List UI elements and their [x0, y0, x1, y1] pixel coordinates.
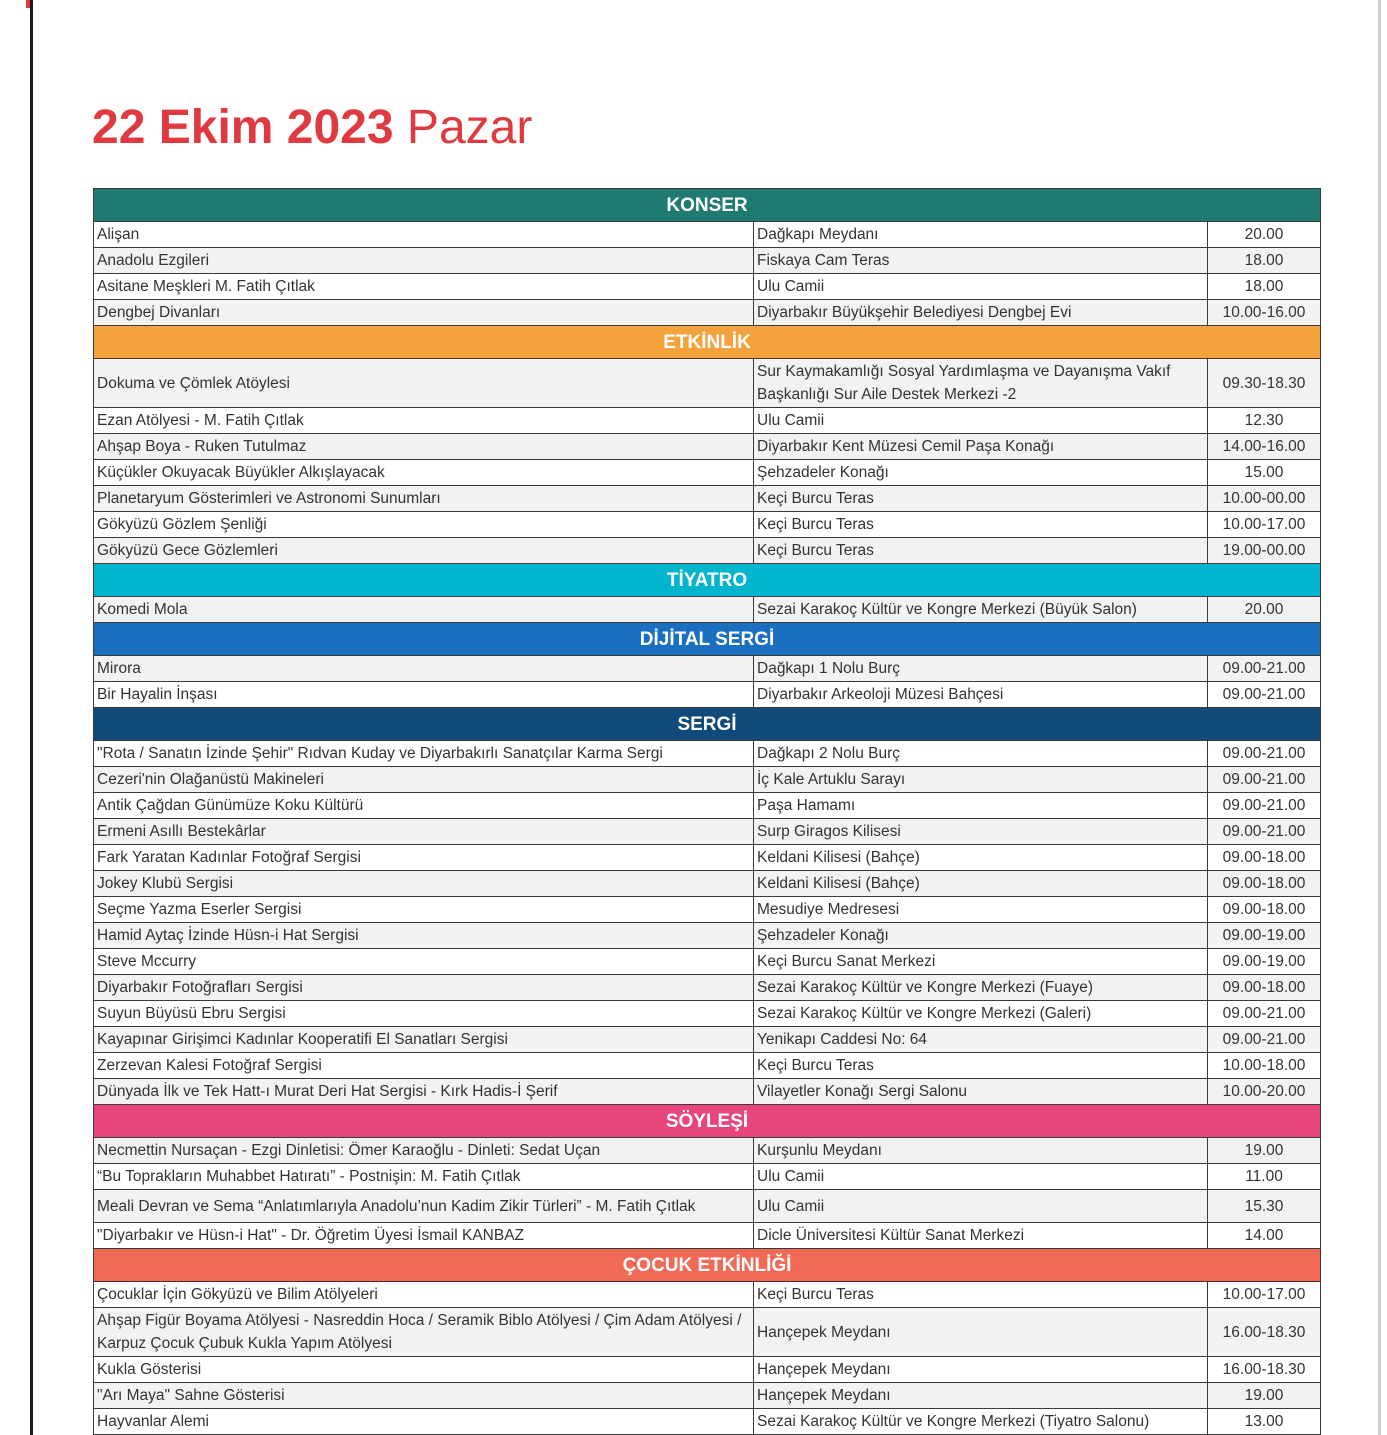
- event-time-cell: 11.00: [1208, 1164, 1321, 1190]
- event-place-cell: Mesudiye Medresesi: [754, 897, 1208, 923]
- title-date: 22 Ekim 2023: [92, 101, 394, 154]
- event-name-cell: Antik Çağdan Günümüze Koku Kültürü: [94, 793, 754, 819]
- event-row: [94, 1053, 1321, 1079]
- event-place-cell: Sezai Karakoç Kültür ve Kongre Merkezi (Fuaye): [754, 975, 1208, 1001]
- event-place-cell: Keçi Burcu Sanat Merkezi: [754, 949, 1208, 975]
- event-time-cell: 09.00-21.00: [1208, 767, 1321, 793]
- event-place-cell: Sezai Karakoç Kültür ve Kongre Merkezi (Galeri): [754, 1001, 1208, 1027]
- event-place-cell: Surp Giragos Kilisesi: [754, 819, 1208, 845]
- event-time-cell: 12.30: [1208, 408, 1321, 434]
- section-header-row: [94, 1105, 1321, 1138]
- event-name-cell: Meali Devran ve Sema “Anlatımlarıyla Anadolu’nun Kadim Zikir Türleri” - M. Fatih Çıtlak: [94, 1190, 754, 1223]
- event-row: [94, 248, 1321, 274]
- event-name-cell: Ahşap Figür Boyama Atölyesi - Nasreddin Hoca / Seramik Biblo Atölyesi / Çim Adam Atölyesi / Karpuz Çocuk Çubuk Kukla Yapım Atölyesi: [94, 1308, 754, 1357]
- event-time-cell: 09.00-21.00: [1208, 741, 1321, 767]
- event-time-cell: 20.00: [1208, 597, 1321, 623]
- event-name-cell: Seçme Yazma Eserler Sergisi: [94, 897, 754, 923]
- event-name-cell: Küçükler Okuyacak Büyükler Alkışlayacak: [94, 460, 754, 486]
- event-place-cell: Keçi Burcu Teras: [754, 486, 1208, 512]
- event-name-cell: Dokuma ve Çömlek Atöylesi: [94, 359, 754, 408]
- event-time-cell: 09.00-19.00: [1208, 923, 1321, 949]
- event-row: [94, 274, 1321, 300]
- event-time-cell: 09.00-18.00: [1208, 845, 1321, 871]
- event-time-cell: 14.00: [1208, 1223, 1321, 1249]
- event-row: [94, 1308, 1321, 1357]
- section-header: KONSER: [94, 189, 1321, 222]
- event-time-cell: 13.00: [1208, 1409, 1321, 1435]
- event-name-cell: Fark Yaratan Kadınlar Fotoğraf Sergisi: [94, 845, 754, 871]
- section-header: SÖYLEŞİ: [94, 1105, 1321, 1138]
- event-time-cell: 09.00-21.00: [1208, 682, 1321, 708]
- event-place-cell: Ulu Camii: [754, 274, 1208, 300]
- event-name-cell: Necmettin Nursaçan - Ezgi Dinletisi: Ömer Karaoğlu - Dinleti: Sedat Uçan: [94, 1138, 754, 1164]
- event-row: [94, 1282, 1321, 1308]
- event-time-cell: 09.00-18.00: [1208, 897, 1321, 923]
- event-row: [94, 819, 1321, 845]
- event-place-cell: Hançepek Meydanı: [754, 1383, 1208, 1409]
- event-row: [94, 897, 1321, 923]
- event-name-cell: Ezan Atölyesi - M. Fatih Çıtlak: [94, 408, 754, 434]
- event-place-cell: Hançepek Meydanı: [754, 1308, 1208, 1357]
- event-row: [94, 1190, 1321, 1223]
- event-time-cell: 20.00: [1208, 222, 1321, 248]
- event-name-cell: Anadolu Ezgileri: [94, 248, 754, 274]
- event-place-cell: Keçi Burcu Teras: [754, 1053, 1208, 1079]
- event-time-cell: 18.00: [1208, 248, 1321, 274]
- event-row: [94, 656, 1321, 682]
- event-name-cell: Gökyüzü Gece Gözlemleri: [94, 538, 754, 564]
- event-place-cell: Diyarbakır Büyükşehir Belediyesi Dengbej Evi: [754, 300, 1208, 326]
- event-row: [94, 1079, 1321, 1105]
- event-name-cell: Gökyüzü Gözlem Şenliği: [94, 512, 754, 538]
- event-place-cell: Ulu Camii: [754, 408, 1208, 434]
- event-row: [94, 1223, 1321, 1249]
- event-name-cell: Kayapınar Girişimci Kadınlar Kooperatifi El Sanatları Sergisi: [94, 1027, 754, 1053]
- event-place-cell: Diyarbakır Kent Müzesi Cemil Paşa Konağı: [754, 434, 1208, 460]
- event-place-cell: Şehzadeler Konağı: [754, 460, 1208, 486]
- event-place-cell: Vilayetler Konağı Sergi Salonu: [754, 1079, 1208, 1105]
- event-time-cell: 18.00: [1208, 274, 1321, 300]
- event-schedule-table: [93, 188, 1321, 1435]
- section-header: DİJİTAL SERGİ: [94, 623, 1321, 656]
- event-time-cell: 09.00-18.00: [1208, 975, 1321, 1001]
- event-time-cell: 10.00-16.00: [1208, 300, 1321, 326]
- event-place-cell: Keldani Kilisesi (Bahçe): [754, 845, 1208, 871]
- event-row: [94, 845, 1321, 871]
- event-name-cell: Hayvanlar Alemi: [94, 1409, 754, 1435]
- event-name-cell: Diyarbakır Fotoğrafları Sergisi: [94, 975, 754, 1001]
- event-row: [94, 682, 1321, 708]
- event-row: [94, 1138, 1321, 1164]
- event-time-cell: 09.00-21.00: [1208, 819, 1321, 845]
- section-header-row: [94, 708, 1321, 741]
- event-name-cell: Çocuklar İçin Gökyüzü ve Bilim Atölyeleri: [94, 1282, 754, 1308]
- event-time-cell: 10.00-17.00: [1208, 1282, 1321, 1308]
- section-header: ÇOCUK ETKİNLİĞİ: [94, 1249, 1321, 1282]
- event-row: [94, 1001, 1321, 1027]
- event-name-cell: Ermeni Asıllı Bestekârlar: [94, 819, 754, 845]
- event-row: [94, 1357, 1321, 1383]
- event-time-cell: 09.00-21.00: [1208, 793, 1321, 819]
- event-name-cell: Bir Hayalin İnşası: [94, 682, 754, 708]
- event-place-cell: Keçi Burcu Teras: [754, 538, 1208, 564]
- event-place-cell: Dicle Üniversitesi Kültür Sanat Merkezi: [754, 1223, 1208, 1249]
- event-place-cell: Ulu Camii: [754, 1190, 1208, 1223]
- event-row: [94, 767, 1321, 793]
- event-row: [94, 538, 1321, 564]
- event-name-cell: Zerzevan Kalesi Fotoğraf Sergisi: [94, 1053, 754, 1079]
- event-time-cell: 16.00-18.30: [1208, 1308, 1321, 1357]
- section-header: ETKİNLİK: [94, 326, 1321, 359]
- event-row: [94, 975, 1321, 1001]
- event-time-cell: 09.00-21.00: [1208, 656, 1321, 682]
- event-row: [94, 300, 1321, 326]
- event-row: [94, 1027, 1321, 1053]
- section-header-row: [94, 1249, 1321, 1282]
- event-name-cell: Suyun Büyüsü Ebru Sergisi: [94, 1001, 754, 1027]
- event-place-cell: Diyarbakır Arkeoloji Müzesi Bahçesi: [754, 682, 1208, 708]
- event-time-cell: 19.00-00.00: [1208, 538, 1321, 564]
- event-name-cell: Asitane Meşkleri M. Fatih Çıtlak: [94, 274, 754, 300]
- section-header: TİYATRO: [94, 564, 1321, 597]
- section-header-row: [94, 189, 1321, 222]
- event-row: [94, 486, 1321, 512]
- event-name-cell: Mirora: [94, 656, 754, 682]
- event-place-cell: Keldani Kilisesi (Bahçe): [754, 871, 1208, 897]
- event-name-cell: "Arı Maya" Sahne Gösterisi: [94, 1383, 754, 1409]
- event-time-cell: 16.00-18.30: [1208, 1357, 1321, 1383]
- section-header-row: [94, 564, 1321, 597]
- event-time-cell: 09.00-18.00: [1208, 871, 1321, 897]
- section-header-row: [94, 623, 1321, 656]
- event-place-cell: Yenikapı Caddesi No: 64: [754, 1027, 1208, 1053]
- event-name-cell: Hamid Aytaç İzinde Hüsn-i Hat Sergisi: [94, 923, 754, 949]
- event-row: [94, 434, 1321, 460]
- event-time-cell: 10.00-00.00: [1208, 486, 1321, 512]
- event-row: [94, 359, 1321, 408]
- event-row: [94, 741, 1321, 767]
- event-row: [94, 793, 1321, 819]
- event-name-cell: Dünyada İlk ve Tek Hatt-ı Murat Deri Hat Sergisi - Kırk Hadis-İ Şerif: [94, 1079, 754, 1105]
- event-time-cell: 09.00-19.00: [1208, 949, 1321, 975]
- event-name-cell: Cezeri'nin Olağanüstü Makineleri: [94, 767, 754, 793]
- section-header: SERGİ: [94, 708, 1321, 741]
- event-place-cell: Sezai Karakoç Kültür ve Kongre Merkezi (Tiyatro Salonu): [754, 1409, 1208, 1435]
- event-place-cell: Kurşunlu Meydanı: [754, 1138, 1208, 1164]
- event-place-cell: Keçi Burcu Teras: [754, 1282, 1208, 1308]
- event-row: [94, 871, 1321, 897]
- event-row: [94, 949, 1321, 975]
- event-place-cell: Ulu Camii: [754, 1164, 1208, 1190]
- event-row: [94, 597, 1321, 623]
- page-title: [92, 100, 532, 156]
- event-row: [94, 1383, 1321, 1409]
- event-row: [94, 1164, 1321, 1190]
- event-row: [94, 460, 1321, 486]
- event-time-cell: 10.00-18.00: [1208, 1053, 1321, 1079]
- event-name-cell: Ahşap Boya - Ruken Tutulmaz: [94, 434, 754, 460]
- event-name-cell: Komedi Mola: [94, 597, 754, 623]
- event-name-cell: “Bu Toprakların Muhabbet Hatıratı” - Postnişin: M. Fatih Çıtlak: [94, 1164, 754, 1190]
- event-name-cell: Planetaryum Gösterimleri ve Astronomi Sunumları: [94, 486, 754, 512]
- schedule-body: [94, 189, 1321, 1435]
- left-border-line: [30, 0, 33, 1435]
- event-name-cell: Alişan: [94, 222, 754, 248]
- event-place-cell: Sur Kaymakamlığı Sosyal Yardımlaşma ve Dayanışma Vakıf Başkanlığı Sur Aile Destek Merkezi -2: [754, 359, 1208, 408]
- event-row: [94, 222, 1321, 248]
- event-time-cell: 09.30-18.30: [1208, 359, 1321, 408]
- event-time-cell: 10.00-20.00: [1208, 1079, 1321, 1105]
- event-time-cell: 15.30: [1208, 1190, 1321, 1223]
- event-name-cell: Jokey Klubü Sergisi: [94, 871, 754, 897]
- event-name-cell: Kukla Gösterisi: [94, 1357, 754, 1383]
- right-border-line: [1378, 0, 1381, 1435]
- event-time-cell: 15.00: [1208, 460, 1321, 486]
- event-place-cell: Fiskaya Cam Teras: [754, 248, 1208, 274]
- event-time-cell: 09.00-21.00: [1208, 1027, 1321, 1053]
- section-header-row: [94, 326, 1321, 359]
- event-place-cell: Dağkapı 2 Nolu Burç: [754, 741, 1208, 767]
- event-time-cell: 14.00-16.00: [1208, 434, 1321, 460]
- event-row: [94, 923, 1321, 949]
- event-time-cell: 19.00: [1208, 1383, 1321, 1409]
- event-row: [94, 512, 1321, 538]
- event-place-cell: Şehzadeler Konağı: [754, 923, 1208, 949]
- event-time-cell: 19.00: [1208, 1138, 1321, 1164]
- event-name-cell: Steve Mccurry: [94, 949, 754, 975]
- event-name-cell: "Diyarbakır ve Hüsn-i Hat" - Dr. Öğretim Üyesi İsmail KANBAZ: [94, 1223, 754, 1249]
- event-name-cell: "Rota / Sanatın İzinde Şehir" Rıdvan Kuday ve Diyarbakırlı Sanatçılar Karma Sergi: [94, 741, 754, 767]
- event-place-cell: İç Kale Artuklu Sarayı: [754, 767, 1208, 793]
- event-name-cell: Dengbej Divanları: [94, 300, 754, 326]
- event-row: [94, 1409, 1321, 1435]
- event-place-cell: Keçi Burcu Teras: [754, 512, 1208, 538]
- title-weekday: Pazar: [406, 101, 533, 154]
- event-row: [94, 408, 1321, 434]
- event-time-cell: 09.00-21.00: [1208, 1001, 1321, 1027]
- event-place-cell: Dağkapı Meydanı: [754, 222, 1208, 248]
- event-time-cell: 10.00-17.00: [1208, 512, 1321, 538]
- event-place-cell: Hançepek Meydanı: [754, 1357, 1208, 1383]
- event-place-cell: Dağkapı 1 Nolu Burç: [754, 656, 1208, 682]
- event-place-cell: Sezai Karakoç Kültür ve Kongre Merkezi (Büyük Salon): [754, 597, 1208, 623]
- event-place-cell: Paşa Hamamı: [754, 793, 1208, 819]
